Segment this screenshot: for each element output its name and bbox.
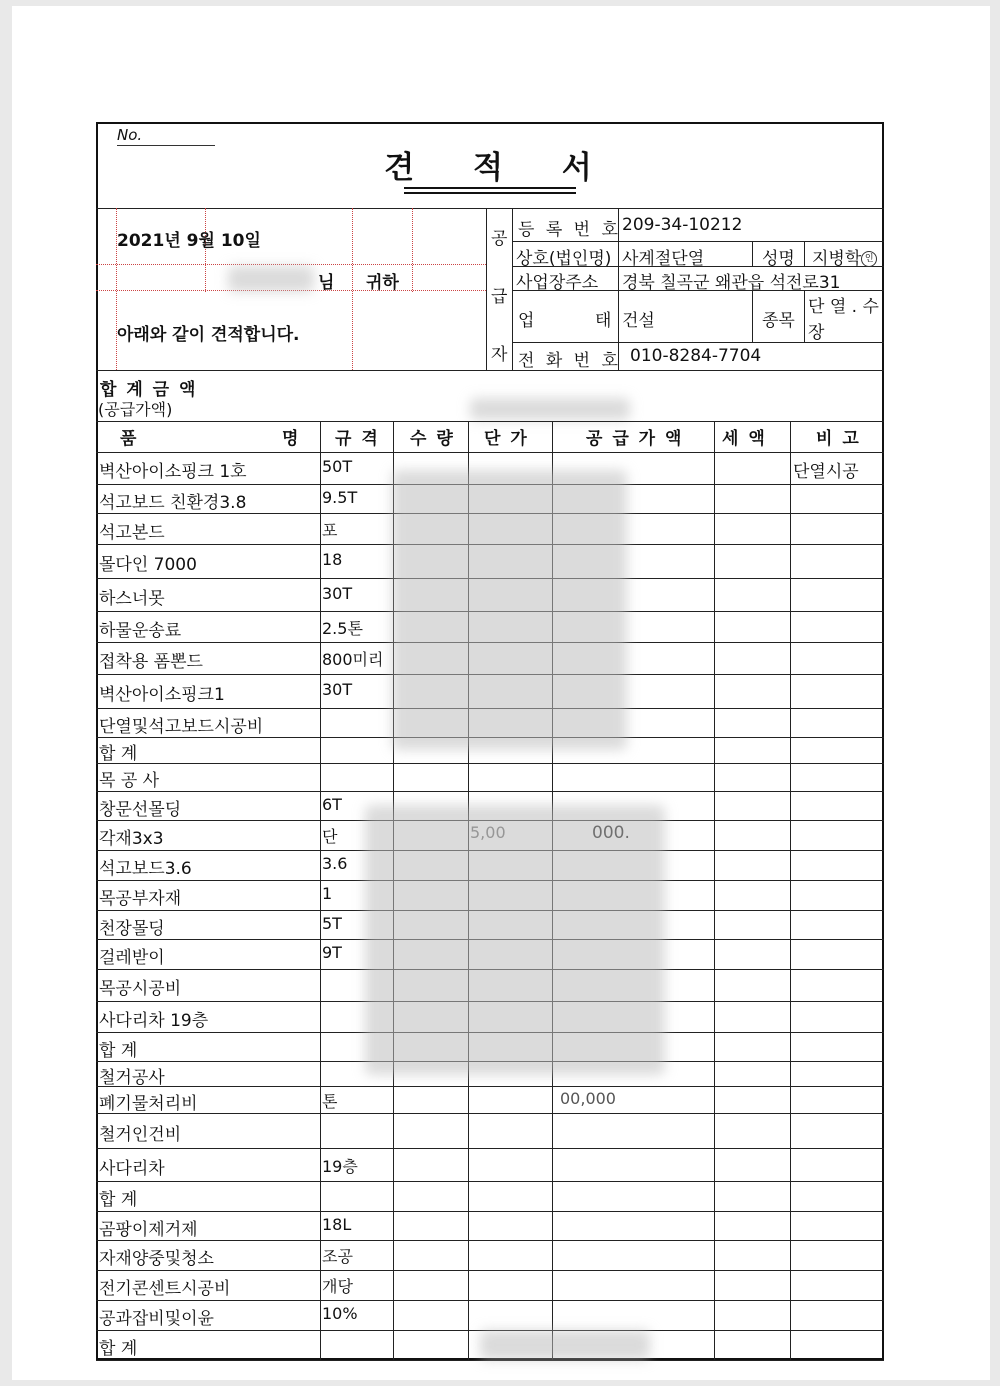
registration-number: 209-34-10212 — [622, 215, 743, 235]
header-name: 명 — [282, 429, 301, 449]
document-title: 견 적 서 — [384, 150, 616, 186]
table-row-line — [96, 763, 884, 764]
table-row-line — [96, 1086, 884, 1087]
item-spec: 3.6 — [322, 854, 348, 873]
redacted-total — [470, 398, 630, 420]
company-name: 사계절단열 — [622, 249, 705, 269]
header-name: 품 — [120, 429, 139, 449]
item-name: 자재양중및청소 — [99, 1249, 214, 1269]
table-column-line — [714, 421, 715, 1360]
supplier-side-label: 급 — [491, 287, 508, 307]
item-name: 합 계 — [99, 1041, 138, 1061]
item-spec: 30T — [322, 680, 353, 699]
company-label: 상호(법인명) — [516, 249, 612, 269]
table-column-line — [790, 421, 791, 1360]
item-name: 단열및석고보드시공비 — [99, 717, 264, 737]
item-spec: 50T — [322, 457, 353, 476]
title-underline — [404, 192, 576, 194]
item-label: 종목 — [762, 311, 795, 331]
item-name: 공과잡비및이윤 — [99, 1309, 214, 1329]
total-amount-sublabel: (공급가액) — [98, 400, 173, 419]
item-name: 석고보드3.6 — [99, 859, 192, 879]
item-name: 철거인건비 — [99, 1125, 182, 1145]
item-name: 목공부자재 — [99, 889, 182, 909]
divider — [486, 208, 487, 370]
item-spec: 9T — [322, 943, 342, 962]
table-row-line — [96, 421, 884, 422]
item-name: 목공시공비 — [99, 979, 182, 999]
item-name: 합 계 — [99, 1190, 138, 1210]
item-spec: 개당 — [322, 1277, 353, 1296]
item-name: 목 공 사 — [99, 771, 160, 791]
item-spec: 18L — [322, 1215, 352, 1234]
item-name: 합 계 — [99, 1339, 138, 1359]
item-name: 사다리차 19층 — [99, 1011, 209, 1031]
divider — [96, 264, 486, 265]
estimate-date: 2021년 9월 10일 — [117, 231, 261, 251]
item-spec: 6T — [322, 795, 342, 814]
item-spec: 30T — [322, 584, 353, 603]
item-spec: 9.5T — [322, 488, 358, 507]
supplier-side-label: 공 — [491, 229, 508, 249]
item-name: 곰팡이제거제 — [99, 1220, 198, 1240]
item-name: 철거공사 — [99, 1068, 165, 1088]
document-number-label: No. — [117, 126, 143, 144]
item-spec: 800미리 — [322, 650, 384, 669]
item-name: 하물운송료 — [99, 621, 182, 641]
total-amount-label: 합 계 금 액 — [100, 380, 198, 400]
item-name: 걸레받이 — [99, 948, 165, 968]
table-row-line — [96, 1300, 884, 1301]
item-supply-amount: 00,000 — [560, 1089, 616, 1108]
item-spec: 18 — [322, 550, 343, 569]
item-name: 전기콘센트시공비 — [99, 1279, 231, 1299]
intro-text: 아래와 같이 견적합니다. — [117, 325, 300, 345]
table-row-line — [96, 1148, 884, 1149]
table-row-line — [96, 1113, 884, 1114]
item-name: 폐기물처리비 — [99, 1094, 198, 1114]
item-spec: 단 — [322, 827, 338, 846]
header-quantity: 수 량 — [410, 429, 455, 449]
item-spec: 포 — [322, 521, 338, 540]
header-note: 비 고 — [816, 429, 861, 449]
divider — [352, 208, 353, 370]
redacted-prices — [365, 805, 665, 1075]
divider — [96, 370, 884, 371]
item-spec: 2.5톤 — [322, 619, 363, 638]
owner-name: 지병학 인 — [812, 244, 877, 269]
header-spec: 규 격 — [335, 429, 380, 449]
item-name: 합 계 — [99, 744, 138, 764]
item-spec: 19층 — [322, 1157, 358, 1176]
table-row-line — [96, 1211, 884, 1212]
honorific: 귀하 — [366, 273, 399, 293]
item-spec: 톤 — [322, 1092, 338, 1111]
table-row-line — [96, 1181, 884, 1182]
divider — [512, 241, 884, 242]
seal-icon: 인 — [861, 251, 877, 267]
redacted-name — [228, 266, 314, 292]
phone-label: 전 화 번 호 — [518, 351, 621, 371]
table-row-line — [96, 1240, 884, 1241]
table-row-line — [96, 791, 884, 792]
item-name: 석고보드 친환경3.8 — [99, 493, 247, 513]
item-name: 하스너못 — [99, 589, 165, 609]
address-label: 사업장주소 — [516, 273, 599, 293]
business-label: 태 — [595, 311, 612, 331]
owner-label: 성명 — [762, 249, 795, 269]
item-value: 장 — [808, 323, 825, 343]
divider — [512, 208, 513, 370]
item-name: 벽산아이소핑크 1호 — [99, 462, 247, 482]
item-spec: 조공 — [322, 1247, 353, 1266]
divider — [96, 208, 884, 209]
item-name: 사다리차 — [99, 1159, 165, 1179]
item-spec: 5T — [322, 914, 342, 933]
table-row-line — [96, 452, 884, 453]
table-row-line — [96, 1270, 884, 1271]
business-label: 업 — [518, 311, 535, 331]
divider — [804, 241, 805, 266]
recipient-suffix: 님 — [318, 273, 335, 293]
item-name: 벽산아이소핑크1 — [99, 685, 225, 705]
item-note: 단열시공 — [793, 462, 859, 482]
address-value: 경북 칠곡군 왜관읍 석전로31 — [622, 273, 841, 293]
phone-number: 010-8284-7704 — [630, 346, 762, 366]
item-name: 접착용 폼뽄드 — [99, 652, 203, 672]
header-supply-amount: 공 급 가 액 — [586, 429, 684, 449]
redacted-total — [480, 1330, 650, 1360]
header-unit-price: 단 가 — [484, 429, 529, 449]
item-name: 창문선몰딩 — [99, 800, 182, 820]
divider — [752, 241, 753, 266]
item-name: 몰다인 7000 — [99, 555, 197, 575]
table-row-line — [96, 1360, 884, 1361]
item-name: 석고본드 — [99, 523, 165, 543]
registration-label: 등 록 번 호 — [518, 220, 621, 240]
item-spec: 1 — [322, 884, 333, 903]
divider — [804, 290, 805, 342]
item-name: 각재3x3 — [99, 829, 164, 849]
redacted-prices — [392, 470, 627, 750]
header-tax: 세 액 — [722, 429, 767, 449]
item-value: 단 열 . 수 — [808, 297, 879, 317]
divider — [412, 208, 413, 292]
supplier-side-label: 자 — [491, 345, 508, 365]
item-spec: 10% — [322, 1304, 358, 1323]
title-underline — [404, 187, 576, 189]
business-type: 건설 — [622, 311, 655, 331]
item-name: 천장몰딩 — [99, 919, 165, 939]
table-column-line — [320, 421, 321, 1360]
divider — [512, 342, 884, 343]
divider — [752, 290, 753, 342]
